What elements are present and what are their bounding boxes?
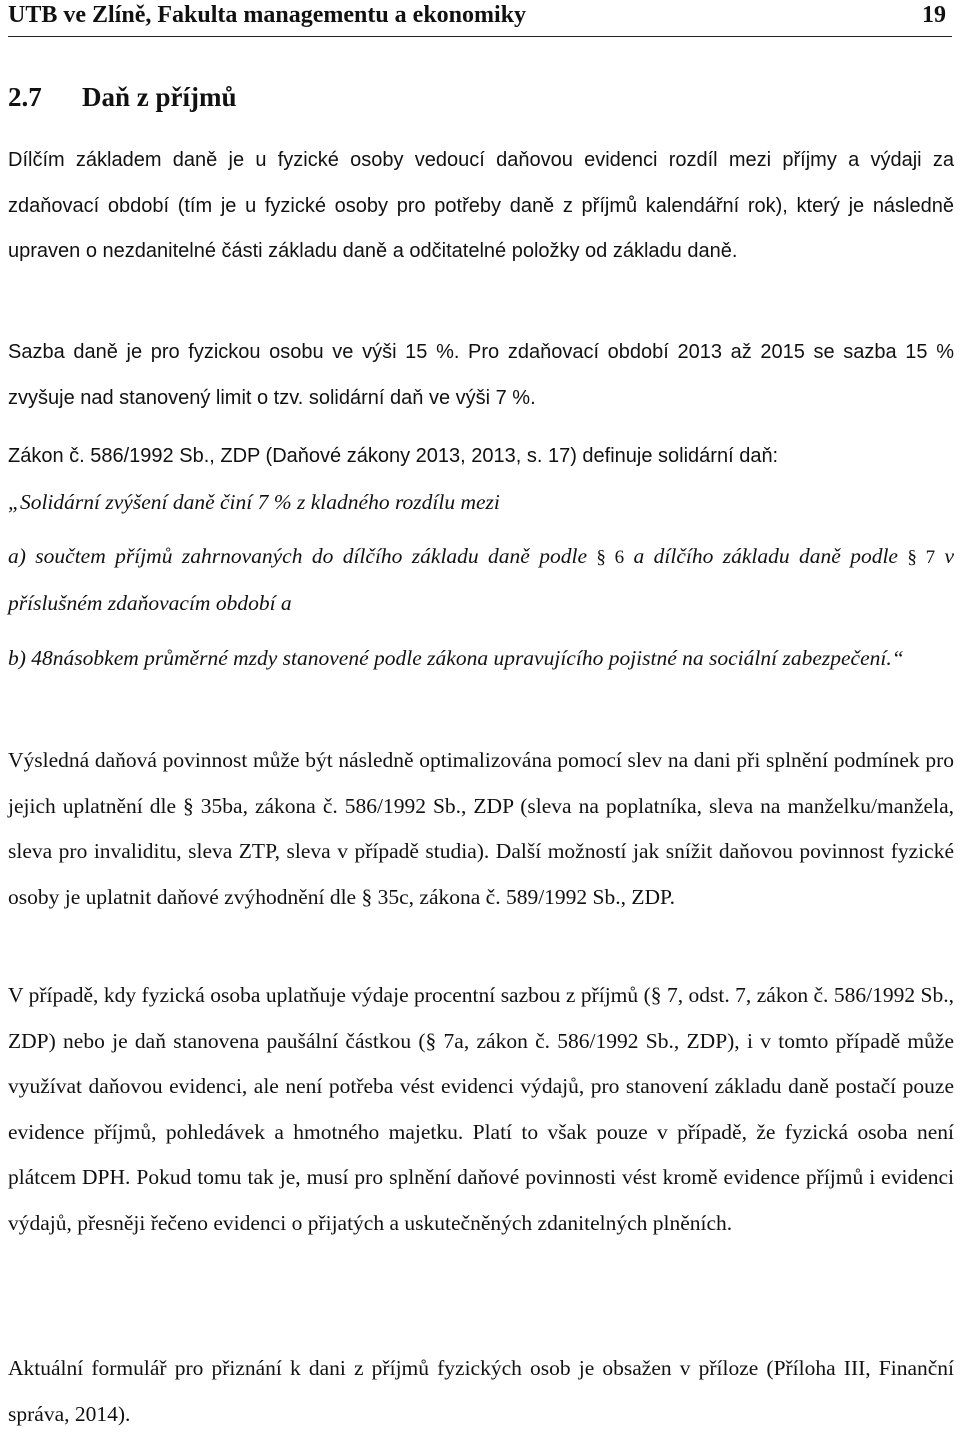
paragraph-2: Sazba daně je pro fyzickou osobu ve výši 15 %. Pro zdaňovací období 2013 až 2015 se sazba 15 % zvyšuje nad stanovený limit o tzv. solidární daň ve výši 7 %. <box>8 341 954 409</box>
page-number: 19 <box>922 2 946 28</box>
paragraph-8: Aktuální formulář pro přiznání k dani z příjmů fyzických osob je obsažen v příloze (Příloha III, Finanční správa, 2014). <box>8 1356 954 1426</box>
section-number: 2.7 <box>8 82 42 112</box>
paragraph-3-text: Zákon č. 586/1992 Sb., ZDP (Daňové zákony 2013, 2013, s. 17) definuje solidární daň: <box>8 445 779 467</box>
quote-item-a-part1: a) součtem příjmů zahrnovaných do dílčího základu daně podle <box>8 544 587 568</box>
paragraph-3 <box>8 433 954 525</box>
quote-item-a-part2: a dílčího základu daně podle <box>633 544 898 568</box>
quote-intro: „Solidární zvýšení daně činí 7 % z kladného rozdílu mezi <box>8 489 500 514</box>
section-title: Daň z příjmů <box>82 82 237 112</box>
quote-item-a <box>8 534 954 626</box>
running-header <box>8 0 952 37</box>
paragraph-6: Výsledná daňová povinnost může být následně optimalizována pomocí slev na dani při splnění podmínek pro jejich uplatnění dle § 35ba, zákona č. 586/1992 Sb., ZDP (sleva na poplatníka, sleva na manželku/manžela, sleva pro invaliditu, sleva ZTP, sleva v případě studia). Další možností jak snížit daňovou povinnost fyzické osoby je uplatnit daňové zvýhodnění dle § 35c, zákona č. 589/1992 Sb., ZDP. <box>8 748 954 909</box>
section-heading <box>8 82 237 113</box>
quote-item-b: b) 48násobkem průměrné mzdy stanovené podle zákona upravujícího pojistné na sociální zabezpečení.“ <box>8 646 904 670</box>
section-ref-6: § 6 <box>596 547 625 568</box>
header-title: UTB ve Zlíně, Fakulta managementu a ekonomiky <box>8 2 527 28</box>
quote-item-a-part3: v příslušném zdaňovacím období a <box>8 544 955 615</box>
paragraph-1: Dílčím základem daně je u fyzické osoby vedoucí daňovou evidenci rozdíl mezi příjmy a výdaji za zdaňovací období (tím je u fyzické osoby pro potřeby daně z příjmů kalendářní rok), který je následně upraven o nezdanitelné části základu daně a odčitatelné položky od základu daně. <box>8 149 954 262</box>
section-ref-7: § 7 <box>907 547 936 568</box>
paragraph-7: V případě, kdy fyzická osoba uplatňuje výdaje procentní sazbou z příjmů (§ 7, odst. 7, zákon č. 586/1992 Sb., ZDP) nebo je daň stanovena paušální částkou (§ 7a, zákon č. 586/1992 Sb., ZDP), i v tomto případě může využívat daňovou evidenci, ale není potřeba vést evidenci výdajů, pro stanovení základu daně postačí pouze evidence příjmů, pohledávek a hmotného majetku. Platí to však pouze v případě, že fyzická osoba není plátcem DPH. Pokud tomu tak je, musí pro splnění daňové povinnosti vést kromě evidence příjmů i evidenci výdajů, přesněji řečeno evidenci o přijatých a uskutečněných zdanitelných plněních. <box>8 983 954 1235</box>
